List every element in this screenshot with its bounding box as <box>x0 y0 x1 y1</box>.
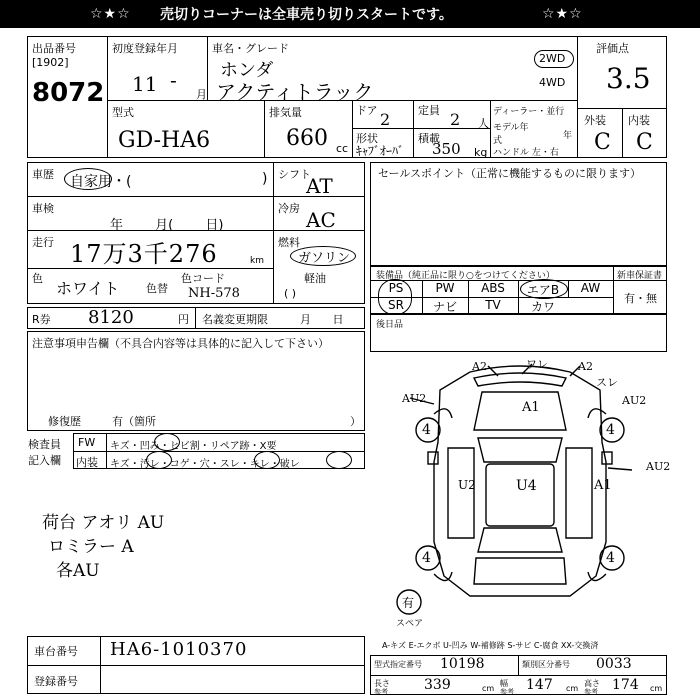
color-label: 色 <box>32 272 43 285</box>
note-line-1: 荷台 アオリ AU <box>42 513 165 533</box>
diagram-label-hood: A1 <box>522 400 540 415</box>
color-value: ホワイト <box>56 279 120 298</box>
type-cert-number: 10198 <box>440 656 485 672</box>
model-year-label: モデル年式 <box>493 123 529 146</box>
inspection-label: 車検 <box>32 202 54 215</box>
tire-rear-left: 4 <box>422 550 431 566</box>
tear-circle <box>326 451 352 469</box>
inspector-label: 検査員 <box>28 438 61 451</box>
diagram-label-front-left: A2 <box>472 360 487 373</box>
damage-legend: A-キズ E-エクボ U-凹み W-補修跡 S-サビ C-腐食 XX-交換済 <box>382 641 599 650</box>
interior-items: キズ・汚レ・コゲ・穴・スレ・キレ・破レ <box>110 459 300 470</box>
equip-aw: AW <box>580 281 601 295</box>
length-ref: 参考 <box>374 688 388 696</box>
equip-leather: カワ <box>530 300 555 314</box>
exterior-grade: C <box>594 130 611 155</box>
ps-sr-circle <box>378 279 412 315</box>
mileage-label: 走行 <box>32 236 54 249</box>
class-label: 類別区分番号 <box>522 660 570 669</box>
inspection-value: 年 月( 日) <box>110 218 224 233</box>
interior-grade: C <box>636 130 653 155</box>
km-unit: km <box>250 256 264 266</box>
diagram-label-left-fender: AU2 <box>402 392 427 405</box>
diagram-label-front-right: A2 <box>578 360 593 373</box>
diagram-label-right-side: A1 <box>594 478 612 493</box>
load: 350 <box>432 140 461 158</box>
repair-history-value: 有（箇所 <box>112 415 156 428</box>
name-change-value: 月 日 <box>300 313 344 326</box>
history-label: 車歴 <box>32 168 54 181</box>
score: 3.5 <box>606 62 651 95</box>
shift: AT <box>306 174 333 198</box>
history-close: ) <box>262 171 268 187</box>
chassis-number: HA6-1010370 <box>110 639 248 660</box>
drive-2wd: 2WD <box>539 52 566 65</box>
fuel-label: 燃料 <box>278 236 300 249</box>
handle-label: ハンドル 左・右 <box>493 148 559 158</box>
height-cm: cm <box>650 684 663 693</box>
lot-number-label: 出品番号 <box>32 42 76 55</box>
dent-circle <box>154 433 180 451</box>
equip-tv: TV <box>485 298 501 312</box>
first-reg-month: - <box>170 68 177 92</box>
first-reg-label: 初度登録年月 <box>112 42 178 55</box>
color-code-label: 色コード <box>181 272 225 285</box>
inspector-entry-label: 記入欄 <box>28 454 61 467</box>
ac-label: 冷房 <box>278 202 300 215</box>
scuff-circle <box>254 451 280 469</box>
dirt-circle <box>146 451 172 469</box>
width-label: 幅 <box>500 679 508 688</box>
interior-items-label: 内装 <box>76 456 98 469</box>
lot-code: [1902] <box>32 56 69 69</box>
car-model: アクティトラック <box>216 80 374 104</box>
displacement: 660 <box>286 126 328 151</box>
kg-unit: kg <box>474 146 488 159</box>
equip-pw: PW <box>435 281 455 295</box>
cc-unit: cc <box>336 142 349 155</box>
name-change-label: 名義変更期限 <box>202 313 268 326</box>
type-label: 型式 <box>112 106 134 119</box>
fuel: ガソリン <box>298 251 351 266</box>
tire-front-right: 4 <box>606 422 615 438</box>
new-car-warranty-value: 有・無 <box>624 292 657 305</box>
drive-4wd: 4WD <box>539 76 566 89</box>
doors: 2 <box>380 110 391 129</box>
shape: ｷｬﾌﾞｵｰﾊﾞ <box>356 144 405 158</box>
class-number: 0033 <box>596 656 632 672</box>
shift-label: シフト <box>278 168 311 181</box>
ac: AC <box>306 208 336 232</box>
new-car-warranty-label: 新車保証書 <box>617 271 663 281</box>
note-line-2: ロミラー A <box>48 537 134 557</box>
length-value: 339 <box>424 677 451 693</box>
note-line-3: 各AU <box>56 561 100 581</box>
equip-navi: ナビ <box>432 300 457 314</box>
shape-label: 形状 <box>356 132 378 145</box>
diagram-label-right-mirror: AU2 <box>646 460 671 473</box>
notes-label: 注意事項申告欄（不具合内容等は具体的に記入して下さい） <box>32 337 329 350</box>
equip-airbag: エアB <box>526 283 560 297</box>
car-name-label: 車名・グレード <box>212 42 289 55</box>
equip-sr: SR <box>388 298 404 312</box>
later-items-box <box>370 314 667 352</box>
r-voucher-value: 8120 <box>88 307 134 328</box>
repair-history-close: ） <box>350 415 361 428</box>
airbag-circle <box>520 279 568 299</box>
diagram-label-roof: U4 <box>516 478 537 494</box>
color-change-label: 色替 <box>146 282 168 295</box>
tire-rear-right: 4 <box>606 550 615 566</box>
yen-unit: 円 <box>178 313 189 326</box>
diagram-label-front-center: ワレ <box>526 358 548 371</box>
type-value: GD-HA6 <box>118 128 211 153</box>
history-value: 自家用・( <box>70 174 132 190</box>
color-code: NH-578 <box>188 286 240 301</box>
r-voucher-label: R券 <box>32 313 51 326</box>
year-unit: 年 <box>563 131 573 141</box>
fuel-paren: ( ) <box>284 287 297 300</box>
sales-point-label: セールスポイント（正常に機能するものに限ります） <box>378 167 642 180</box>
diagram-label-left-side: U2 <box>458 478 476 492</box>
reg-number-label: 登録番号 <box>34 675 78 688</box>
dealer-label: ディーラー・並行 <box>493 107 565 117</box>
first-reg-year: 11 <box>132 72 158 96</box>
capacity-label: 定員 <box>418 104 440 117</box>
chassis-label: 車台番号 <box>34 645 78 658</box>
interior-label: 内装 <box>628 114 650 127</box>
capacity: 2 <box>450 110 461 129</box>
month-unit: 月 <box>196 88 207 101</box>
width-value: 147 <box>526 677 553 693</box>
equip-abs: ABS <box>481 281 505 295</box>
spare-label: スペア <box>396 619 424 629</box>
mileage-value: 17万3千276 <box>70 240 218 268</box>
height-label: 高さ <box>584 679 600 688</box>
equip-ps: PS <box>388 281 404 295</box>
doors-label: ドア <box>356 104 378 117</box>
exterior-label: 外装 <box>584 114 606 127</box>
load-label: 積載 <box>418 132 440 145</box>
diagram-label-right-fender: AU2 <box>622 394 647 407</box>
length-label: 長さ <box>374 679 390 688</box>
later-items-label: 後日品 <box>376 320 404 330</box>
equipment-label: 装備品（純正品に限り○をつけてください） <box>376 271 555 281</box>
banner-stars-right: ☆★☆ <box>542 6 583 22</box>
diagram-label-scuff: スレ <box>596 376 618 389</box>
header-banner <box>0 0 700 28</box>
fuel-alt: 軽油 <box>304 272 326 285</box>
width-cm: cm <box>566 684 579 693</box>
fw-label: FW <box>78 436 96 449</box>
tire-front-left: 4 <box>422 422 431 438</box>
displacement-label: 排気量 <box>269 106 302 119</box>
banner-title: 売切りコーナーは全車売り切りスタートです。 <box>160 7 453 23</box>
car-maker: ホンダ <box>220 60 274 81</box>
type-cert-label: 型式指定番号 <box>374 660 422 669</box>
banner-stars-left: ☆★☆ <box>90 6 131 22</box>
spare-value: 有 <box>402 596 415 610</box>
lot-number: 8072 <box>32 78 105 108</box>
width-ref: 参考 <box>500 688 514 696</box>
height-ref: 参考 <box>584 688 598 696</box>
height-value: 174 <box>612 677 639 693</box>
length-cm: cm <box>482 684 495 693</box>
person-unit: 人 <box>478 117 489 130</box>
repair-history-label: 修復歴 <box>48 415 81 428</box>
score-label: 評価点 <box>596 42 629 55</box>
fw-items: キズ・凹み・ヒビ割・リペア跡・X要 <box>110 441 277 452</box>
